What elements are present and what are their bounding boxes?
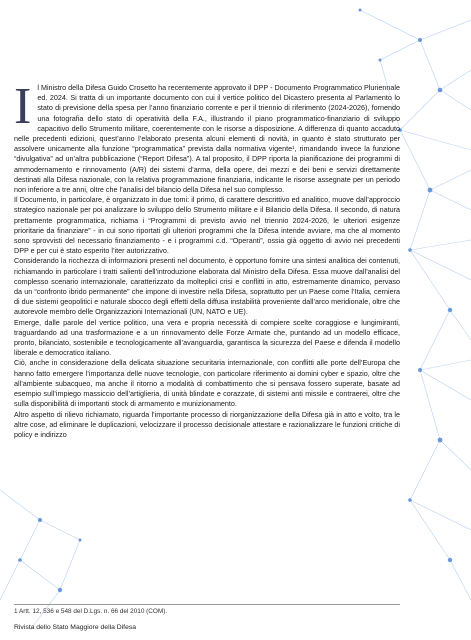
article-body — [14, 78, 400, 440]
paragraph: Considerando la ricchezza di informazioni presenti nel documento, è opportuno fornire una sintesi analitica dei contenuti, richiamando in particolare i tratti salienti dell’introduzione elaborata dal Ministro della Difesa. Essa muove dall’analisi del complesso scenario internazionale, caratterizzato da molteplici crisi e conflitti in atto, estremamente dinamico, pervaso da un “confronto ibrido permanente” che impone di investire nella Difesa, soprattutto per un Paese come l’Italia, cerniera di due sistemi geopolitici e naturale sbocco degli effetti della diffusa instabilità proveniente dall’arco meridionale, oltre che autorevole membro delle Organizzazioni Internazionali (UN, NATO e UE). — [14, 256, 400, 317]
footnote: 1 Artt. 12, 536 e 548 del D.Lgs. n. 66 del 2010 (COM). — [14, 604, 400, 615]
paragraph: Ciò, anche in considerazione della delicata situazione securitaria internazionale, con conflitti alle porte dell’Europa che hanno fatto emergere l’importanza delle nuove tecnologie, con particolare riferimento ai domini cyber e spazio, oltre che all’ambiente subacqueo, ma anche il ritorno a modalità di combattimento che si pensava fossero superate, basate ad esempio sull’impiego massiccio dell’artiglieria, di unità blindate e corazzate, di sistemi anti missile e contraerei, oltre che sulla disponibilità di importanti stock di armamento e munizionamento. — [14, 358, 400, 409]
paragraph: Il Documento, in particolare, è organizzato in due tomi: il primo, di carattere descrittivo ed analitico, muove dall’approccio strategico nazionale per poi analizzare lo sviluppo dello Strumento militare e il Bilancio della Difesa. Il secondo, di natura prettamente programmatica, richiama i “Programmi di previsto avvio nel triennio 2024-2026, le ulteriori esigenze prioritarie da finanziare” - in cui sono riportati gli ulteriori programmi che la Difesa intende avviare, ma che al momento sono sprovvisti del necessario finanziamento - e i programmi c.d. “Operanti”, ossia già oggetto di avvio nei precedenti DPP e per cui è stato esperito l’iter autorizzativo. — [14, 195, 400, 256]
page-footer: Rivista dello Stato Maggiore della Difesa — [14, 624, 137, 631]
drop-cap: I — [14, 78, 32, 135]
paragraph-text: l Ministro della Difesa Guido Crosetto ha recentemente approvato il DPP - Documento Programmatico Pluriennale ed. 2024. Si tratta di un importante documento con cui il vertice politico del Dicastero presenta al Parlamento lo stato di previsione della spesa per l’anno finanziario corrente e per il triennio di riferimento (2024-2026), fornendo una fotografia dello stato di operatività della F.A., illustrando il piano programmatico-finanziario di sviluppo capacitivo dello Strumento militare, coerentemente con le risorse a disposizione. A differenza di quanto accaduto nelle precedenti edizioni, quest’anno l’elaborato presenta alcuni elementi di novità, in quanto è stato strutturato per assolvere unicamente alla funzione “programmatica” prevista dalla normativa vigente¹, rimandando invece la funzione “divulgativa” ad un’altra pubblicazione (“Report Difesa”). A tal proposito, il DPP riporta la pianificazione dei programmi di ammodernamento e rinnovamento (A/R) dei sistemi d’arma, della opere, dei mezzi e dei beni e servizi direttamente destinati alla Difesa nazionale, con la relativa programmazione finanziaria, indicante le risorse assegnate per un periodo non inferiore a tre anni, oltre che l’analisi del bilancio della Difesa nel suo complesso. — [14, 83, 400, 195]
paragraph: Emerge, dalle parole del vertice politico, una vera e propria necessità di compiere scelte coraggiose e lungimiranti, traguardando ad una trasformazione e a un rinnovamento delle Forze Armate che, puntando ad un modello efficace, pronto, bilanciato, sostenibile e tecnologicamente all’avanguardia, garantisca la sicurezza del Paese e difenda il modello liberale e democratico italiano. — [14, 317, 400, 358]
first-paragraph — [14, 78, 400, 195]
paragraph: Altro aspetto di rilievo richiamato, riguarda l’importante processo di riorganizzazione della Difesa già in atto e volto, tra le altre cose, ad eliminare le duplicazioni, velocizzare il processo decisionale attestare e razionalizzare le funzioni critiche di policy e indirizzo — [14, 409, 400, 439]
